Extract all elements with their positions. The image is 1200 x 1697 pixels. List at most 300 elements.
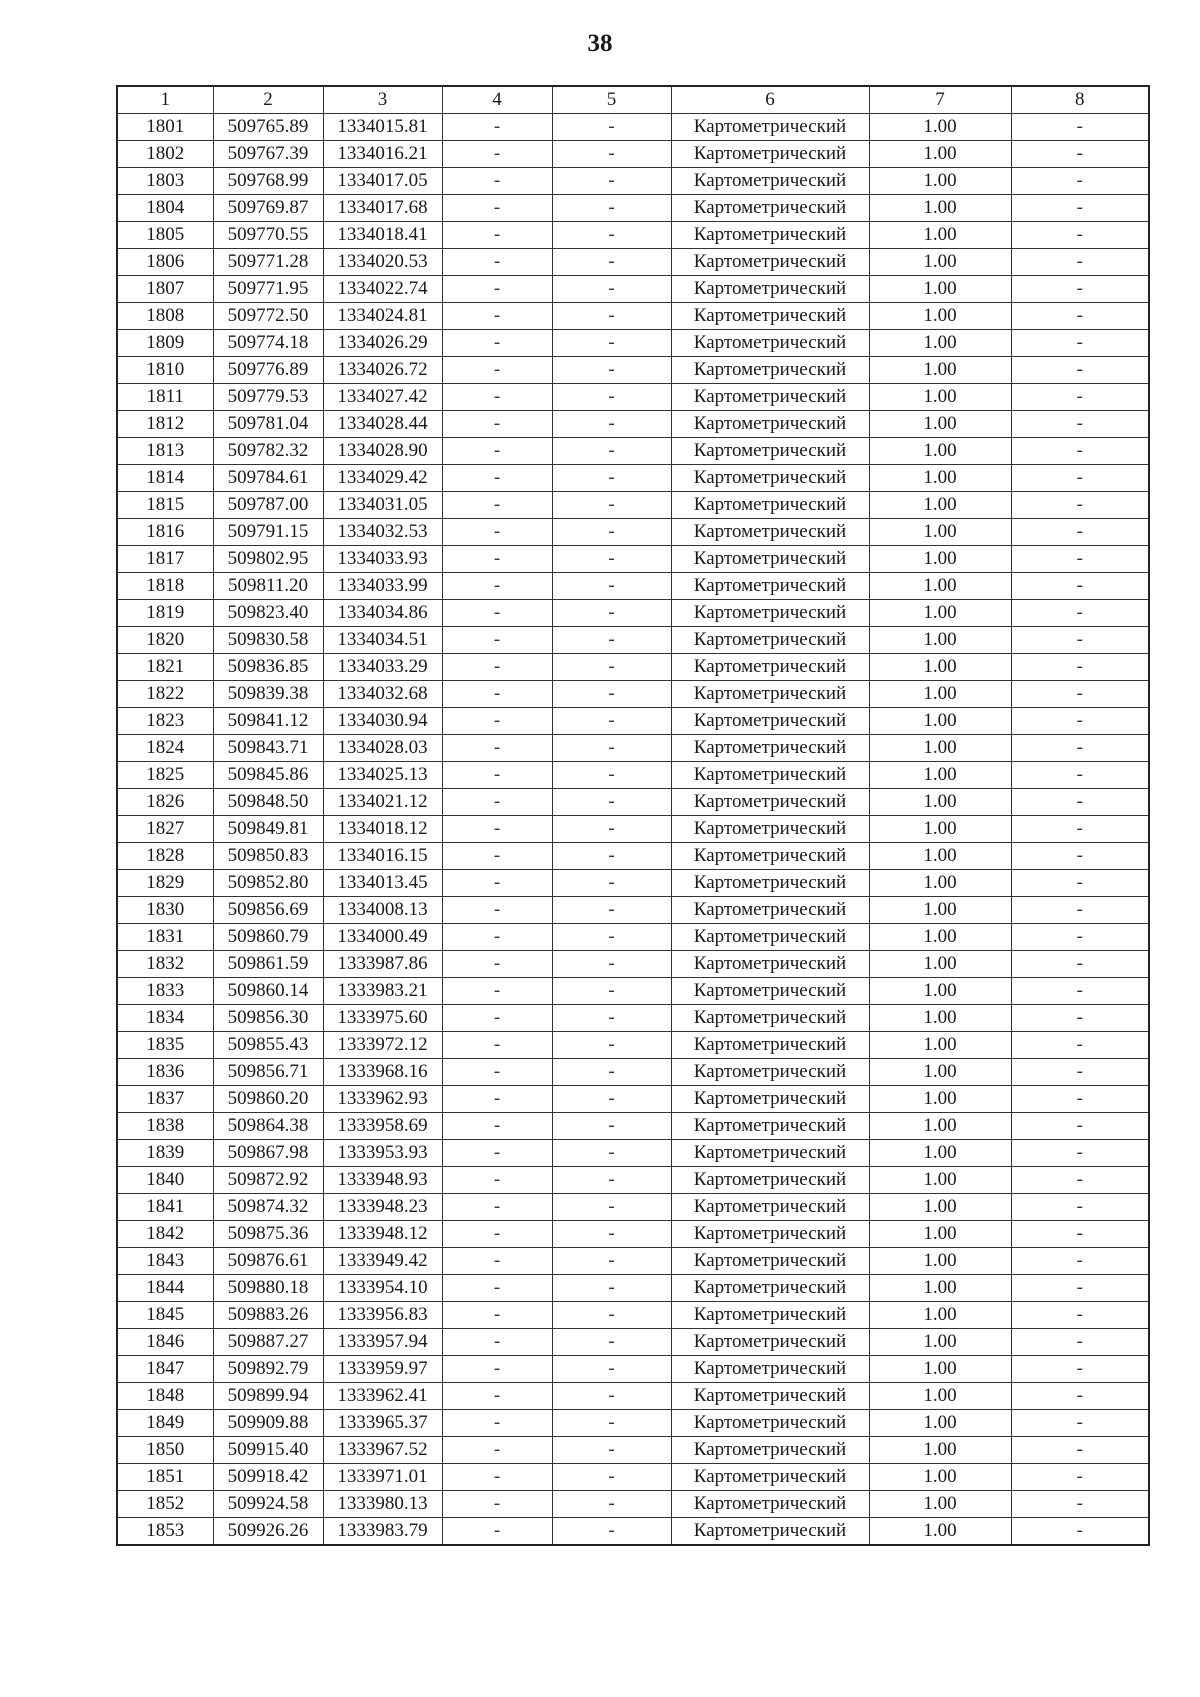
cell-method: Картометрический bbox=[671, 1113, 869, 1140]
cell-coord-y: 1333968.16 bbox=[323, 1059, 442, 1086]
table-row bbox=[117, 924, 1149, 951]
cell-precision: 1.00 bbox=[869, 1221, 1011, 1248]
cell-coord-x: 509856.30 bbox=[213, 1005, 323, 1032]
cell-point-number: 1810 bbox=[117, 357, 213, 384]
cell-col-8: - bbox=[1011, 1005, 1149, 1032]
table-row bbox=[117, 627, 1149, 654]
cell-col-8: - bbox=[1011, 249, 1149, 276]
cell-col-5: - bbox=[552, 1167, 671, 1194]
cell-precision: 1.00 bbox=[869, 141, 1011, 168]
cell-precision: 1.00 bbox=[869, 1491, 1011, 1518]
cell-method: Картометрический bbox=[671, 978, 869, 1005]
cell-col-5: - bbox=[552, 870, 671, 897]
cell-col-4: - bbox=[442, 1248, 552, 1275]
page-number: 38 bbox=[587, 30, 613, 57]
cell-method: Картометрический bbox=[671, 465, 869, 492]
cell-col-4: - bbox=[442, 816, 552, 843]
cell-precision: 1.00 bbox=[869, 1032, 1011, 1059]
cell-col-5: - bbox=[552, 1113, 671, 1140]
cell-method: Картометрический bbox=[671, 1302, 869, 1329]
cell-col-4: - bbox=[442, 438, 552, 465]
cell-point-number: 1815 bbox=[117, 492, 213, 519]
cell-col-5: - bbox=[552, 357, 671, 384]
cell-col-8: - bbox=[1011, 357, 1149, 384]
cell-point-number: 1822 bbox=[117, 681, 213, 708]
cell-col-8: - bbox=[1011, 870, 1149, 897]
cell-col-4: - bbox=[442, 1356, 552, 1383]
cell-coord-x: 509767.39 bbox=[213, 141, 323, 168]
cell-col-4: - bbox=[442, 330, 552, 357]
cell-col-8: - bbox=[1011, 1491, 1149, 1518]
cell-col-8: - bbox=[1011, 546, 1149, 573]
cell-coord-y: 1334017.68 bbox=[323, 195, 442, 222]
cell-coord-y: 1333958.69 bbox=[323, 1113, 442, 1140]
cell-coord-x: 509852.80 bbox=[213, 870, 323, 897]
cell-col-8: - bbox=[1011, 1194, 1149, 1221]
cell-col-8: - bbox=[1011, 735, 1149, 762]
table-row bbox=[117, 1167, 1149, 1194]
table-row bbox=[117, 1194, 1149, 1221]
cell-method: Картометрический bbox=[671, 411, 869, 438]
cell-precision: 1.00 bbox=[869, 546, 1011, 573]
cell-col-5: - bbox=[552, 978, 671, 1005]
table-row bbox=[117, 438, 1149, 465]
cell-coord-y: 1334033.93 bbox=[323, 546, 442, 573]
cell-col-5: - bbox=[552, 1275, 671, 1302]
table-row bbox=[117, 1005, 1149, 1032]
cell-coord-y: 1334000.49 bbox=[323, 924, 442, 951]
cell-point-number: 1842 bbox=[117, 1221, 213, 1248]
cell-method: Картометрический bbox=[671, 762, 869, 789]
cell-coord-y: 1333980.13 bbox=[323, 1491, 442, 1518]
cell-coord-y: 1333957.94 bbox=[323, 1329, 442, 1356]
cell-col-4: - bbox=[442, 141, 552, 168]
cell-point-number: 1818 bbox=[117, 573, 213, 600]
cell-col-8: - bbox=[1011, 465, 1149, 492]
cell-method: Картометрический bbox=[671, 303, 869, 330]
cell-method: Картометрический bbox=[671, 330, 869, 357]
cell-coord-y: 1333948.23 bbox=[323, 1194, 442, 1221]
cell-coord-x: 509771.28 bbox=[213, 249, 323, 276]
cell-col-8: - bbox=[1011, 1140, 1149, 1167]
cell-col-5: - bbox=[552, 1383, 671, 1410]
cell-col-8: - bbox=[1011, 330, 1149, 357]
cell-coord-x: 509883.26 bbox=[213, 1302, 323, 1329]
cell-coord-y: 1333975.60 bbox=[323, 1005, 442, 1032]
cell-point-number: 1817 bbox=[117, 546, 213, 573]
cell-col-5: - bbox=[552, 1491, 671, 1518]
cell-col-4: - bbox=[442, 843, 552, 870]
cell-coord-y: 1334032.53 bbox=[323, 519, 442, 546]
cell-precision: 1.00 bbox=[869, 762, 1011, 789]
cell-method: Картометрический bbox=[671, 384, 869, 411]
cell-col-5: - bbox=[552, 546, 671, 573]
cell-point-number: 1844 bbox=[117, 1275, 213, 1302]
cell-method: Картометрический bbox=[671, 1329, 869, 1356]
cell-coord-y: 1334008.13 bbox=[323, 897, 442, 924]
cell-col-8: - bbox=[1011, 843, 1149, 870]
cell-point-number: 1830 bbox=[117, 897, 213, 924]
cell-method: Картометрический bbox=[671, 1248, 869, 1275]
cell-precision: 1.00 bbox=[869, 1167, 1011, 1194]
cell-coord-y: 1333948.93 bbox=[323, 1167, 442, 1194]
cell-col-8: - bbox=[1011, 573, 1149, 600]
cell-precision: 1.00 bbox=[869, 438, 1011, 465]
cell-col-4: - bbox=[442, 1194, 552, 1221]
cell-col-5: - bbox=[552, 951, 671, 978]
cell-precision: 1.00 bbox=[869, 222, 1011, 249]
table-row bbox=[117, 1329, 1149, 1356]
cell-col-4: - bbox=[442, 600, 552, 627]
cell-coord-x: 509771.95 bbox=[213, 276, 323, 303]
cell-coord-y: 1334021.12 bbox=[323, 789, 442, 816]
cell-point-number: 1838 bbox=[117, 1113, 213, 1140]
cell-col-8: - bbox=[1011, 276, 1149, 303]
cell-coord-x: 509774.18 bbox=[213, 330, 323, 357]
cell-precision: 1.00 bbox=[869, 411, 1011, 438]
table-row bbox=[117, 1302, 1149, 1329]
cell-precision: 1.00 bbox=[869, 1140, 1011, 1167]
cell-col-8: - bbox=[1011, 1221, 1149, 1248]
cell-point-number: 1847 bbox=[117, 1356, 213, 1383]
column-header-3: 3 bbox=[323, 86, 442, 114]
cell-precision: 1.00 bbox=[869, 1248, 1011, 1275]
cell-col-4: - bbox=[442, 492, 552, 519]
cell-col-4: - bbox=[442, 789, 552, 816]
cell-method: Картометрический bbox=[671, 600, 869, 627]
cell-point-number: 1833 bbox=[117, 978, 213, 1005]
cell-coord-y: 1334034.51 bbox=[323, 627, 442, 654]
table-row bbox=[117, 654, 1149, 681]
cell-point-number: 1823 bbox=[117, 708, 213, 735]
cell-coord-x: 509887.27 bbox=[213, 1329, 323, 1356]
cell-point-number: 1850 bbox=[117, 1437, 213, 1464]
cell-precision: 1.00 bbox=[869, 1410, 1011, 1437]
cell-coord-y: 1333949.42 bbox=[323, 1248, 442, 1275]
cell-coord-y: 1334031.05 bbox=[323, 492, 442, 519]
cell-coord-x: 509872.92 bbox=[213, 1167, 323, 1194]
cell-method: Картометрический bbox=[671, 546, 869, 573]
cell-method: Картометрический bbox=[671, 1032, 869, 1059]
cell-col-5: - bbox=[552, 897, 671, 924]
cell-coord-y: 1334018.12 bbox=[323, 816, 442, 843]
cell-point-number: 1835 bbox=[117, 1032, 213, 1059]
cell-col-5: - bbox=[552, 1356, 671, 1383]
cell-coord-x: 509860.14 bbox=[213, 978, 323, 1005]
cell-col-4: - bbox=[442, 249, 552, 276]
cell-coord-y: 1333954.10 bbox=[323, 1275, 442, 1302]
table-row bbox=[117, 357, 1149, 384]
cell-col-5: - bbox=[552, 438, 671, 465]
cell-method: Картометрический bbox=[671, 1356, 869, 1383]
cell-method: Картометрический bbox=[671, 1059, 869, 1086]
cell-col-5: - bbox=[552, 276, 671, 303]
cell-coord-x: 509782.32 bbox=[213, 438, 323, 465]
cell-coord-x: 509802.95 bbox=[213, 546, 323, 573]
cell-point-number: 1852 bbox=[117, 1491, 213, 1518]
cell-point-number: 1827 bbox=[117, 816, 213, 843]
cell-method: Картометрический bbox=[671, 789, 869, 816]
cell-coord-x: 509855.43 bbox=[213, 1032, 323, 1059]
cell-col-4: - bbox=[442, 357, 552, 384]
cell-col-5: - bbox=[552, 708, 671, 735]
cell-coord-x: 509876.61 bbox=[213, 1248, 323, 1275]
cell-col-4: - bbox=[442, 222, 552, 249]
cell-col-8: - bbox=[1011, 1167, 1149, 1194]
cell-col-5: - bbox=[552, 1005, 671, 1032]
cell-coord-x: 509926.26 bbox=[213, 1518, 323, 1546]
cell-col-8: - bbox=[1011, 708, 1149, 735]
column-header-8: 8 bbox=[1011, 86, 1149, 114]
table-row bbox=[117, 1140, 1149, 1167]
table-row bbox=[117, 816, 1149, 843]
column-header-4: 4 bbox=[442, 86, 552, 114]
cell-col-4: - bbox=[442, 627, 552, 654]
cell-col-4: - bbox=[442, 951, 552, 978]
cell-point-number: 1853 bbox=[117, 1518, 213, 1546]
cell-precision: 1.00 bbox=[869, 1059, 1011, 1086]
cell-col-5: - bbox=[552, 1086, 671, 1113]
cell-method: Картометрический bbox=[671, 114, 869, 141]
cell-col-5: - bbox=[552, 627, 671, 654]
column-header-7: 7 bbox=[869, 86, 1011, 114]
cell-coord-x: 509811.20 bbox=[213, 573, 323, 600]
cell-col-5: - bbox=[552, 303, 671, 330]
cell-col-4: - bbox=[442, 1275, 552, 1302]
cell-point-number: 1831 bbox=[117, 924, 213, 951]
cell-method: Картометрический bbox=[671, 276, 869, 303]
cell-method: Картометрический bbox=[671, 816, 869, 843]
cell-point-number: 1851 bbox=[117, 1464, 213, 1491]
cell-method: Картометрический bbox=[671, 1464, 869, 1491]
cell-col-5: - bbox=[552, 465, 671, 492]
cell-col-5: - bbox=[552, 600, 671, 627]
cell-point-number: 1816 bbox=[117, 519, 213, 546]
cell-col-8: - bbox=[1011, 1437, 1149, 1464]
cell-coord-x: 509779.53 bbox=[213, 384, 323, 411]
table-row bbox=[117, 195, 1149, 222]
cell-col-5: - bbox=[552, 168, 671, 195]
cell-coord-x: 509791.15 bbox=[213, 519, 323, 546]
cell-coord-y: 1333987.86 bbox=[323, 951, 442, 978]
cell-point-number: 1828 bbox=[117, 843, 213, 870]
cell-coord-x: 509909.88 bbox=[213, 1410, 323, 1437]
table-row bbox=[117, 303, 1149, 330]
cell-precision: 1.00 bbox=[869, 843, 1011, 870]
table-row bbox=[117, 1491, 1149, 1518]
table-row bbox=[117, 735, 1149, 762]
table-row bbox=[117, 276, 1149, 303]
cell-col-5: - bbox=[552, 573, 671, 600]
cell-method: Картометрический bbox=[671, 1410, 869, 1437]
cell-col-4: - bbox=[442, 1059, 552, 1086]
table-row bbox=[117, 573, 1149, 600]
cell-col-5: - bbox=[552, 1032, 671, 1059]
cell-col-5: - bbox=[552, 195, 671, 222]
cell-point-number: 1825 bbox=[117, 762, 213, 789]
cell-point-number: 1819 bbox=[117, 600, 213, 627]
cell-col-4: - bbox=[442, 114, 552, 141]
cell-precision: 1.00 bbox=[869, 276, 1011, 303]
cell-precision: 1.00 bbox=[869, 978, 1011, 1005]
cell-point-number: 1814 bbox=[117, 465, 213, 492]
cell-method: Картометрический bbox=[671, 438, 869, 465]
cell-col-8: - bbox=[1011, 897, 1149, 924]
table-row bbox=[117, 1221, 1149, 1248]
cell-coord-x: 509860.79 bbox=[213, 924, 323, 951]
cell-method: Картометрический bbox=[671, 195, 869, 222]
cell-col-8: - bbox=[1011, 600, 1149, 627]
cell-coord-x: 509864.38 bbox=[213, 1113, 323, 1140]
cell-coord-y: 1333971.01 bbox=[323, 1464, 442, 1491]
cell-coord-x: 509765.89 bbox=[213, 114, 323, 141]
cell-method: Картометрический bbox=[671, 249, 869, 276]
cell-coord-y: 1334027.42 bbox=[323, 384, 442, 411]
table-body bbox=[117, 114, 1149, 1546]
table-row bbox=[117, 492, 1149, 519]
cell-col-5: - bbox=[552, 1194, 671, 1221]
cell-precision: 1.00 bbox=[869, 654, 1011, 681]
cell-col-8: - bbox=[1011, 384, 1149, 411]
cell-method: Картометрический bbox=[671, 1194, 869, 1221]
cell-precision: 1.00 bbox=[869, 168, 1011, 195]
cell-coord-x: 509856.71 bbox=[213, 1059, 323, 1086]
cell-col-4: - bbox=[442, 735, 552, 762]
cell-coord-x: 509918.42 bbox=[213, 1464, 323, 1491]
cell-coord-y: 1333967.52 bbox=[323, 1437, 442, 1464]
cell-col-5: - bbox=[552, 1464, 671, 1491]
cell-point-number: 1846 bbox=[117, 1329, 213, 1356]
cell-coord-y: 1333983.79 bbox=[323, 1518, 442, 1546]
cell-point-number: 1801 bbox=[117, 114, 213, 141]
cell-precision: 1.00 bbox=[869, 1464, 1011, 1491]
cell-col-4: - bbox=[442, 465, 552, 492]
cell-col-8: - bbox=[1011, 1275, 1149, 1302]
cell-col-4: - bbox=[442, 1491, 552, 1518]
cell-point-number: 1820 bbox=[117, 627, 213, 654]
cell-col-4: - bbox=[442, 1518, 552, 1546]
cell-point-number: 1837 bbox=[117, 1086, 213, 1113]
cell-col-5: - bbox=[552, 1302, 671, 1329]
cell-coord-x: 509860.20 bbox=[213, 1086, 323, 1113]
cell-point-number: 1821 bbox=[117, 654, 213, 681]
cell-method: Картометрический bbox=[671, 870, 869, 897]
cell-coord-y: 1334015.81 bbox=[323, 114, 442, 141]
cell-coord-y: 1334022.74 bbox=[323, 276, 442, 303]
cell-coord-x: 509830.58 bbox=[213, 627, 323, 654]
cell-col-8: - bbox=[1011, 1383, 1149, 1410]
cell-coord-y: 1334034.86 bbox=[323, 600, 442, 627]
cell-coord-y: 1334026.72 bbox=[323, 357, 442, 384]
table-row bbox=[117, 1437, 1149, 1464]
cell-precision: 1.00 bbox=[869, 870, 1011, 897]
cell-col-8: - bbox=[1011, 168, 1149, 195]
cell-col-5: - bbox=[552, 1410, 671, 1437]
cell-coord-x: 509787.00 bbox=[213, 492, 323, 519]
cell-precision: 1.00 bbox=[869, 1356, 1011, 1383]
cell-method: Картометрический bbox=[671, 654, 869, 681]
cell-coord-y: 1334028.44 bbox=[323, 411, 442, 438]
cell-col-8: - bbox=[1011, 1302, 1149, 1329]
cell-col-8: - bbox=[1011, 789, 1149, 816]
cell-method: Картометрический bbox=[671, 1518, 869, 1546]
cell-point-number: 1826 bbox=[117, 789, 213, 816]
cell-col-8: - bbox=[1011, 1518, 1149, 1546]
cell-col-8: - bbox=[1011, 114, 1149, 141]
cell-precision: 1.00 bbox=[869, 114, 1011, 141]
cell-col-4: - bbox=[442, 1140, 552, 1167]
cell-col-5: - bbox=[552, 789, 671, 816]
cell-point-number: 1839 bbox=[117, 1140, 213, 1167]
cell-coord-y: 1334033.29 bbox=[323, 654, 442, 681]
cell-coord-x: 509875.36 bbox=[213, 1221, 323, 1248]
cell-coord-y: 1334017.05 bbox=[323, 168, 442, 195]
cell-point-number: 1840 bbox=[117, 1167, 213, 1194]
cell-col-8: - bbox=[1011, 816, 1149, 843]
cell-point-number: 1813 bbox=[117, 438, 213, 465]
cell-coord-x: 509915.40 bbox=[213, 1437, 323, 1464]
cell-col-5: - bbox=[552, 1221, 671, 1248]
cell-col-5: - bbox=[552, 141, 671, 168]
cell-coord-x: 509781.04 bbox=[213, 411, 323, 438]
cell-method: Картометрический bbox=[671, 924, 869, 951]
cell-col-8: - bbox=[1011, 492, 1149, 519]
cell-method: Картометрический bbox=[671, 951, 869, 978]
cell-method: Картометрический bbox=[671, 357, 869, 384]
cell-col-8: - bbox=[1011, 1113, 1149, 1140]
cell-col-4: - bbox=[442, 195, 552, 222]
cell-col-4: - bbox=[442, 546, 552, 573]
cell-coord-y: 1334033.99 bbox=[323, 573, 442, 600]
table-row bbox=[117, 1032, 1149, 1059]
table-row bbox=[117, 330, 1149, 357]
cell-method: Картометрический bbox=[671, 1383, 869, 1410]
cell-method: Картометрический bbox=[671, 1167, 869, 1194]
cell-point-number: 1809 bbox=[117, 330, 213, 357]
cell-method: Картометрический bbox=[671, 1140, 869, 1167]
cell-coord-y: 1334024.81 bbox=[323, 303, 442, 330]
cell-precision: 1.00 bbox=[869, 195, 1011, 222]
cell-precision: 1.00 bbox=[869, 708, 1011, 735]
table-row bbox=[117, 519, 1149, 546]
cell-coord-x: 509843.71 bbox=[213, 735, 323, 762]
cell-precision: 1.00 bbox=[869, 492, 1011, 519]
cell-method: Картометрический bbox=[671, 519, 869, 546]
cell-col-5: - bbox=[552, 222, 671, 249]
cell-col-4: - bbox=[442, 978, 552, 1005]
cell-col-8: - bbox=[1011, 438, 1149, 465]
cell-col-4: - bbox=[442, 870, 552, 897]
cell-coord-x: 509924.58 bbox=[213, 1491, 323, 1518]
cell-coord-x: 509867.98 bbox=[213, 1140, 323, 1167]
cell-method: Картометрический bbox=[671, 1275, 869, 1302]
cell-col-4: - bbox=[442, 519, 552, 546]
column-header-6: 6 bbox=[671, 86, 869, 114]
coordinates-table bbox=[116, 85, 1150, 1546]
cell-col-4: - bbox=[442, 1410, 552, 1437]
cell-col-4: - bbox=[442, 1167, 552, 1194]
cell-coord-x: 509849.81 bbox=[213, 816, 323, 843]
table-row bbox=[117, 681, 1149, 708]
cell-precision: 1.00 bbox=[869, 789, 1011, 816]
cell-precision: 1.00 bbox=[869, 1005, 1011, 1032]
cell-col-8: - bbox=[1011, 1356, 1149, 1383]
cell-coord-y: 1333962.93 bbox=[323, 1086, 442, 1113]
cell-col-5: - bbox=[552, 1518, 671, 1546]
table-row bbox=[117, 1248, 1149, 1275]
cell-coord-y: 1334018.41 bbox=[323, 222, 442, 249]
cell-col-4: - bbox=[442, 1383, 552, 1410]
